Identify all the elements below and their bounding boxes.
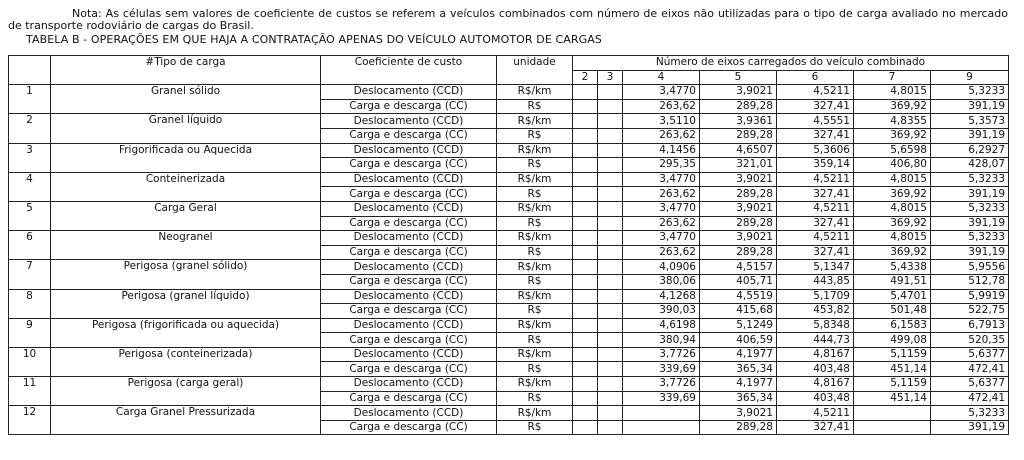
value-cell: 4,5211: [777, 231, 854, 246]
value-cell: 391,19: [931, 420, 1009, 435]
table-row: [9, 318, 1009, 333]
value-cell: 339,69: [623, 391, 700, 406]
header-axle-5: 5: [700, 70, 777, 85]
value-cell: 369,92: [854, 128, 931, 143]
value-cell: 380,94: [623, 333, 700, 348]
value-cell: 3,4770: [623, 231, 700, 246]
cargo-type: Granel líquido: [51, 114, 321, 143]
value-cell: [598, 420, 623, 435]
value-cell: 289,28: [700, 420, 777, 435]
value-cell: 5,3233: [931, 231, 1009, 246]
value-cell: 4,8167: [777, 377, 854, 392]
row-number: 7: [9, 260, 51, 289]
header-axle-7: 7: [854, 70, 931, 85]
value-cell: 3,9021: [700, 172, 777, 187]
header-index: [9, 56, 51, 85]
value-cell: 5,6598: [854, 143, 931, 158]
value-cell: 5,1159: [854, 347, 931, 362]
unit-label: R$/km: [497, 289, 573, 304]
value-cell: 369,92: [854, 216, 931, 231]
table-row: [9, 347, 1009, 362]
value-cell: 501,48: [854, 304, 931, 319]
value-cell: 403,48: [777, 362, 854, 377]
cargo-type: Conteinerizada: [51, 172, 321, 201]
cost-coef-label: Deslocamento (CCD): [321, 114, 497, 129]
cost-coef-label: Carga e descarga (CC): [321, 362, 497, 377]
row-number: 6: [9, 231, 51, 260]
value-cell: 5,8348: [777, 318, 854, 333]
value-cell: 3,4770: [623, 85, 700, 100]
cost-coef-label: Carga e descarga (CC): [321, 245, 497, 260]
value-cell: 5,9919: [931, 289, 1009, 304]
cost-coef-label: Carga e descarga (CC): [321, 99, 497, 114]
row-number: 2: [9, 114, 51, 143]
cost-coef-label: Carga e descarga (CC): [321, 128, 497, 143]
value-cell: [598, 318, 623, 333]
cost-coef-label: Deslocamento (CCD): [321, 260, 497, 275]
value-cell: [573, 289, 598, 304]
value-cell: [573, 114, 598, 129]
value-cell: [573, 391, 598, 406]
value-cell: [598, 289, 623, 304]
value-cell: 289,28: [700, 187, 777, 202]
value-cell: [598, 143, 623, 158]
unit-label: R$: [497, 245, 573, 260]
value-cell: 491,51: [854, 274, 931, 289]
value-cell: 444,73: [777, 333, 854, 348]
unit-label: R$/km: [497, 347, 573, 362]
cost-coef-label: Carga e descarga (CC): [321, 304, 497, 319]
cost-coef-label: Deslocamento (CCD): [321, 289, 497, 304]
value-cell: [573, 245, 598, 260]
value-cell: [598, 377, 623, 392]
value-cell: [598, 333, 623, 348]
value-cell: 391,19: [931, 187, 1009, 202]
table-row: [9, 85, 1009, 100]
note-paragraph: [8, 8, 1008, 32]
value-cell: 4,5551: [777, 114, 854, 129]
value-cell: [598, 347, 623, 362]
table-row: [9, 289, 1009, 304]
value-cell: [573, 172, 598, 187]
value-cell: 365,34: [700, 362, 777, 377]
cost-coef-label: Deslocamento (CCD): [321, 201, 497, 216]
value-cell: 289,28: [700, 99, 777, 114]
cost-coef-label: Deslocamento (CCD): [321, 377, 497, 392]
cost-coef-label: Carga e descarga (CC): [321, 158, 497, 173]
value-cell: 327,41: [777, 245, 854, 260]
row-number: 5: [9, 201, 51, 230]
value-cell: 520,35: [931, 333, 1009, 348]
value-cell: [598, 99, 623, 114]
row-number: 9: [9, 318, 51, 347]
value-cell: 6,7913: [931, 318, 1009, 333]
value-cell: 405,71: [700, 274, 777, 289]
value-cell: 4,6507: [700, 143, 777, 158]
value-cell: 380,06: [623, 274, 700, 289]
unit-label: R$/km: [497, 172, 573, 187]
value-cell: 4,1977: [700, 377, 777, 392]
header-axle-9: 9: [931, 70, 1009, 85]
value-cell: [598, 158, 623, 173]
unit-label: R$/km: [497, 114, 573, 129]
value-cell: 5,3606: [777, 143, 854, 158]
cargo-type: Perigosa (conteinerizada): [51, 347, 321, 376]
value-cell: [573, 377, 598, 392]
value-cell: 289,28: [700, 245, 777, 260]
value-cell: 5,1249: [700, 318, 777, 333]
value-cell: 522,75: [931, 304, 1009, 319]
value-cell: 3,9361: [700, 114, 777, 129]
unit-label: R$: [497, 333, 573, 348]
unit-label: R$: [497, 128, 573, 143]
value-cell: 321,01: [700, 158, 777, 173]
value-cell: [598, 114, 623, 129]
value-cell: [573, 201, 598, 216]
unit-label: R$: [497, 274, 573, 289]
value-cell: 4,6198: [623, 318, 700, 333]
value-cell: [573, 216, 598, 231]
row-number: 10: [9, 347, 51, 376]
header-axle-4: 4: [623, 70, 700, 85]
unit-label: R$: [497, 187, 573, 202]
unit-label: R$: [497, 391, 573, 406]
value-cell: 4,5519: [700, 289, 777, 304]
unit-label: R$/km: [497, 260, 573, 275]
value-cell: 3,9021: [700, 406, 777, 421]
table-row: [9, 231, 1009, 246]
value-cell: [598, 406, 623, 421]
cargo-type: Perigosa (granel líquido): [51, 289, 321, 318]
unit-label: R$/km: [497, 85, 573, 100]
value-cell: 5,4338: [854, 260, 931, 275]
value-cell: [598, 304, 623, 319]
value-cell: [573, 406, 598, 421]
value-cell: 4,1977: [700, 347, 777, 362]
value-cell: 5,1159: [854, 377, 931, 392]
value-cell: [573, 143, 598, 158]
value-cell: [573, 231, 598, 246]
value-cell: [854, 406, 931, 421]
table-body: [9, 85, 1009, 435]
value-cell: [573, 99, 598, 114]
unit-label: R$/km: [497, 231, 573, 246]
value-cell: [573, 158, 598, 173]
value-cell: 391,19: [931, 128, 1009, 143]
table-header: [9, 56, 1009, 85]
note-text: Nota: As células sem valores de coeficiente de custos se referem a veículos combinados com número de eixos não utilizadas para o tipo de carga avaliado no mercado de transporte rodoviário de cargas do Brasil.: [8, 7, 1008, 32]
unit-label: R$: [497, 362, 573, 377]
value-cell: 5,6377: [931, 377, 1009, 392]
value-cell: [623, 406, 700, 421]
header-tipo: #Tipo de carga: [51, 56, 321, 85]
value-cell: 4,1456: [623, 143, 700, 158]
cost-coef-label: Carga e descarga (CC): [321, 391, 497, 406]
value-cell: [598, 128, 623, 143]
value-cell: 3,4770: [623, 201, 700, 216]
row-number: 8: [9, 289, 51, 318]
value-cell: [598, 362, 623, 377]
value-cell: 391,19: [931, 245, 1009, 260]
value-cell: 5,3233: [931, 85, 1009, 100]
value-cell: 263,62: [623, 187, 700, 202]
table-row: [9, 143, 1009, 158]
value-cell: 415,68: [700, 304, 777, 319]
value-cell: 4,8015: [854, 85, 931, 100]
value-cell: 403,48: [777, 391, 854, 406]
table-title: TABELA B - OPERAÇÕES EM QUE HAJA A CONTRATAÇÃO APENAS DO VEÍCULO AUTOMOTOR DE CARGAS: [26, 33, 602, 46]
unit-label: R$: [497, 216, 573, 231]
value-cell: 289,28: [700, 128, 777, 143]
value-cell: 4,5211: [777, 406, 854, 421]
value-cell: 5,4701: [854, 289, 931, 304]
value-cell: 3,7726: [623, 347, 700, 362]
unit-label: R$/km: [497, 377, 573, 392]
row-number: 12: [9, 406, 51, 435]
value-cell: 6,1583: [854, 318, 931, 333]
value-cell: 327,41: [777, 128, 854, 143]
value-cell: 4,0906: [623, 260, 700, 275]
value-cell: 512,78: [931, 274, 1009, 289]
unit-label: R$: [497, 304, 573, 319]
value-cell: 5,3573: [931, 114, 1009, 129]
value-cell: [573, 318, 598, 333]
value-cell: [598, 260, 623, 275]
cargo-type: Perigosa (granel sólido): [51, 260, 321, 289]
unit-label: R$/km: [497, 143, 573, 158]
value-cell: 390,03: [623, 304, 700, 319]
value-cell: 369,92: [854, 187, 931, 202]
unit-label: R$: [497, 99, 573, 114]
value-cell: 4,5211: [777, 172, 854, 187]
value-cell: 451,14: [854, 362, 931, 377]
header-axle-3: 3: [598, 70, 623, 85]
row-number: 4: [9, 172, 51, 201]
cargo-type: Perigosa (frigorificada ou aquecida): [51, 318, 321, 347]
unit-label: R$/km: [497, 318, 573, 333]
cost-coef-label: Deslocamento (CCD): [321, 231, 497, 246]
value-cell: 5,1709: [777, 289, 854, 304]
value-cell: 295,35: [623, 158, 700, 173]
cargo-type: Frigorificada ou Aquecida: [51, 143, 321, 172]
value-cell: 4,8355: [854, 114, 931, 129]
value-cell: 5,1347: [777, 260, 854, 275]
cost-coef-label: Deslocamento (CCD): [321, 347, 497, 362]
value-cell: 327,41: [777, 420, 854, 435]
value-cell: [573, 347, 598, 362]
header-axle-6: 6: [777, 70, 854, 85]
value-cell: [573, 85, 598, 100]
cost-coef-label: Deslocamento (CCD): [321, 85, 497, 100]
value-cell: 5,9556: [931, 260, 1009, 275]
value-cell: [573, 420, 598, 435]
value-cell: [573, 187, 598, 202]
header-axle-2: 2: [573, 70, 598, 85]
table-row: [9, 201, 1009, 216]
table-row: [9, 377, 1009, 392]
value-cell: 289,28: [700, 216, 777, 231]
header-eixos: Número de eixos carregados do veículo combinado: [573, 56, 1009, 71]
value-cell: [573, 128, 598, 143]
value-cell: 3,7726: [623, 377, 700, 392]
value-cell: 4,8015: [854, 172, 931, 187]
value-cell: [598, 245, 623, 260]
cost-coef-label: Deslocamento (CCD): [321, 406, 497, 421]
value-cell: 5,3233: [931, 172, 1009, 187]
value-cell: 406,59: [700, 333, 777, 348]
value-cell: 369,92: [854, 99, 931, 114]
value-cell: [573, 260, 598, 275]
cargo-type: Granel sólido: [51, 85, 321, 114]
unit-label: R$/km: [497, 406, 573, 421]
value-cell: 443,85: [777, 274, 854, 289]
value-cell: 5,3233: [931, 201, 1009, 216]
cost-coef-label: Carga e descarga (CC): [321, 216, 497, 231]
value-cell: 365,34: [700, 391, 777, 406]
value-cell: 263,62: [623, 245, 700, 260]
cost-table: [8, 55, 1009, 435]
value-cell: 5,3233: [931, 406, 1009, 421]
cost-coef-label: Carga e descarga (CC): [321, 187, 497, 202]
row-number: 1: [9, 85, 51, 114]
value-cell: [573, 362, 598, 377]
value-cell: 369,92: [854, 245, 931, 260]
value-cell: 263,62: [623, 216, 700, 231]
value-cell: [573, 333, 598, 348]
value-cell: 472,41: [931, 391, 1009, 406]
value-cell: 4,8167: [777, 347, 854, 362]
header-unidade: unidade: [497, 56, 573, 85]
value-cell: 3,9021: [700, 201, 777, 216]
value-cell: 453,82: [777, 304, 854, 319]
value-cell: 327,41: [777, 99, 854, 114]
cost-coef-label: Carga e descarga (CC): [321, 333, 497, 348]
value-cell: 4,5211: [777, 85, 854, 100]
value-cell: [623, 420, 700, 435]
header-coef: Coeficiente de custo: [321, 56, 497, 85]
value-cell: 4,8015: [854, 231, 931, 246]
table-row: [9, 260, 1009, 275]
value-cell: [598, 172, 623, 187]
value-cell: 6,2927: [931, 143, 1009, 158]
value-cell: 4,5211: [777, 201, 854, 216]
cargo-type: Perigosa (carga geral): [51, 377, 321, 406]
value-cell: 339,69: [623, 362, 700, 377]
value-cell: [598, 187, 623, 202]
value-cell: [598, 391, 623, 406]
cost-coef-label: Deslocamento (CCD): [321, 318, 497, 333]
table-row: [9, 406, 1009, 421]
value-cell: 327,41: [777, 187, 854, 202]
value-cell: [598, 274, 623, 289]
value-cell: 263,62: [623, 128, 700, 143]
cargo-type: Carga Granel Pressurizada: [51, 406, 321, 435]
value-cell: [598, 231, 623, 246]
cost-coef-label: Deslocamento (CCD): [321, 143, 497, 158]
value-cell: 428,07: [931, 158, 1009, 173]
value-cell: [598, 201, 623, 216]
value-cell: 263,62: [623, 99, 700, 114]
unit-label: R$/km: [497, 201, 573, 216]
value-cell: 3,9021: [700, 231, 777, 246]
row-number: 11: [9, 377, 51, 406]
cost-coef-label: Carga e descarga (CC): [321, 274, 497, 289]
value-cell: 499,08: [854, 333, 931, 348]
value-cell: 4,8015: [854, 201, 931, 216]
value-cell: 3,9021: [700, 85, 777, 100]
value-cell: 3,4770: [623, 172, 700, 187]
value-cell: 391,19: [931, 216, 1009, 231]
value-cell: [598, 216, 623, 231]
row-number: 3: [9, 143, 51, 172]
value-cell: [598, 85, 623, 100]
cargo-type: Neogranel: [51, 231, 321, 260]
table-row: [9, 114, 1009, 129]
value-cell: 327,41: [777, 216, 854, 231]
cost-coef-label: Deslocamento (CCD): [321, 172, 497, 187]
table-row: [9, 172, 1009, 187]
value-cell: 359,14: [777, 158, 854, 173]
value-cell: 3,5110: [623, 114, 700, 129]
value-cell: 391,19: [931, 99, 1009, 114]
cargo-type: Carga Geral: [51, 201, 321, 230]
value-cell: 406,80: [854, 158, 931, 173]
value-cell: 5,6377: [931, 347, 1009, 362]
unit-label: R$: [497, 420, 573, 435]
cost-coef-label: Carga e descarga (CC): [321, 420, 497, 435]
value-cell: [854, 420, 931, 435]
value-cell: 472,41: [931, 362, 1009, 377]
value-cell: 4,1268: [623, 289, 700, 304]
value-cell: 451,14: [854, 391, 931, 406]
value-cell: [573, 304, 598, 319]
value-cell: 4,5157: [700, 260, 777, 275]
unit-label: R$: [497, 158, 573, 173]
value-cell: [573, 274, 598, 289]
